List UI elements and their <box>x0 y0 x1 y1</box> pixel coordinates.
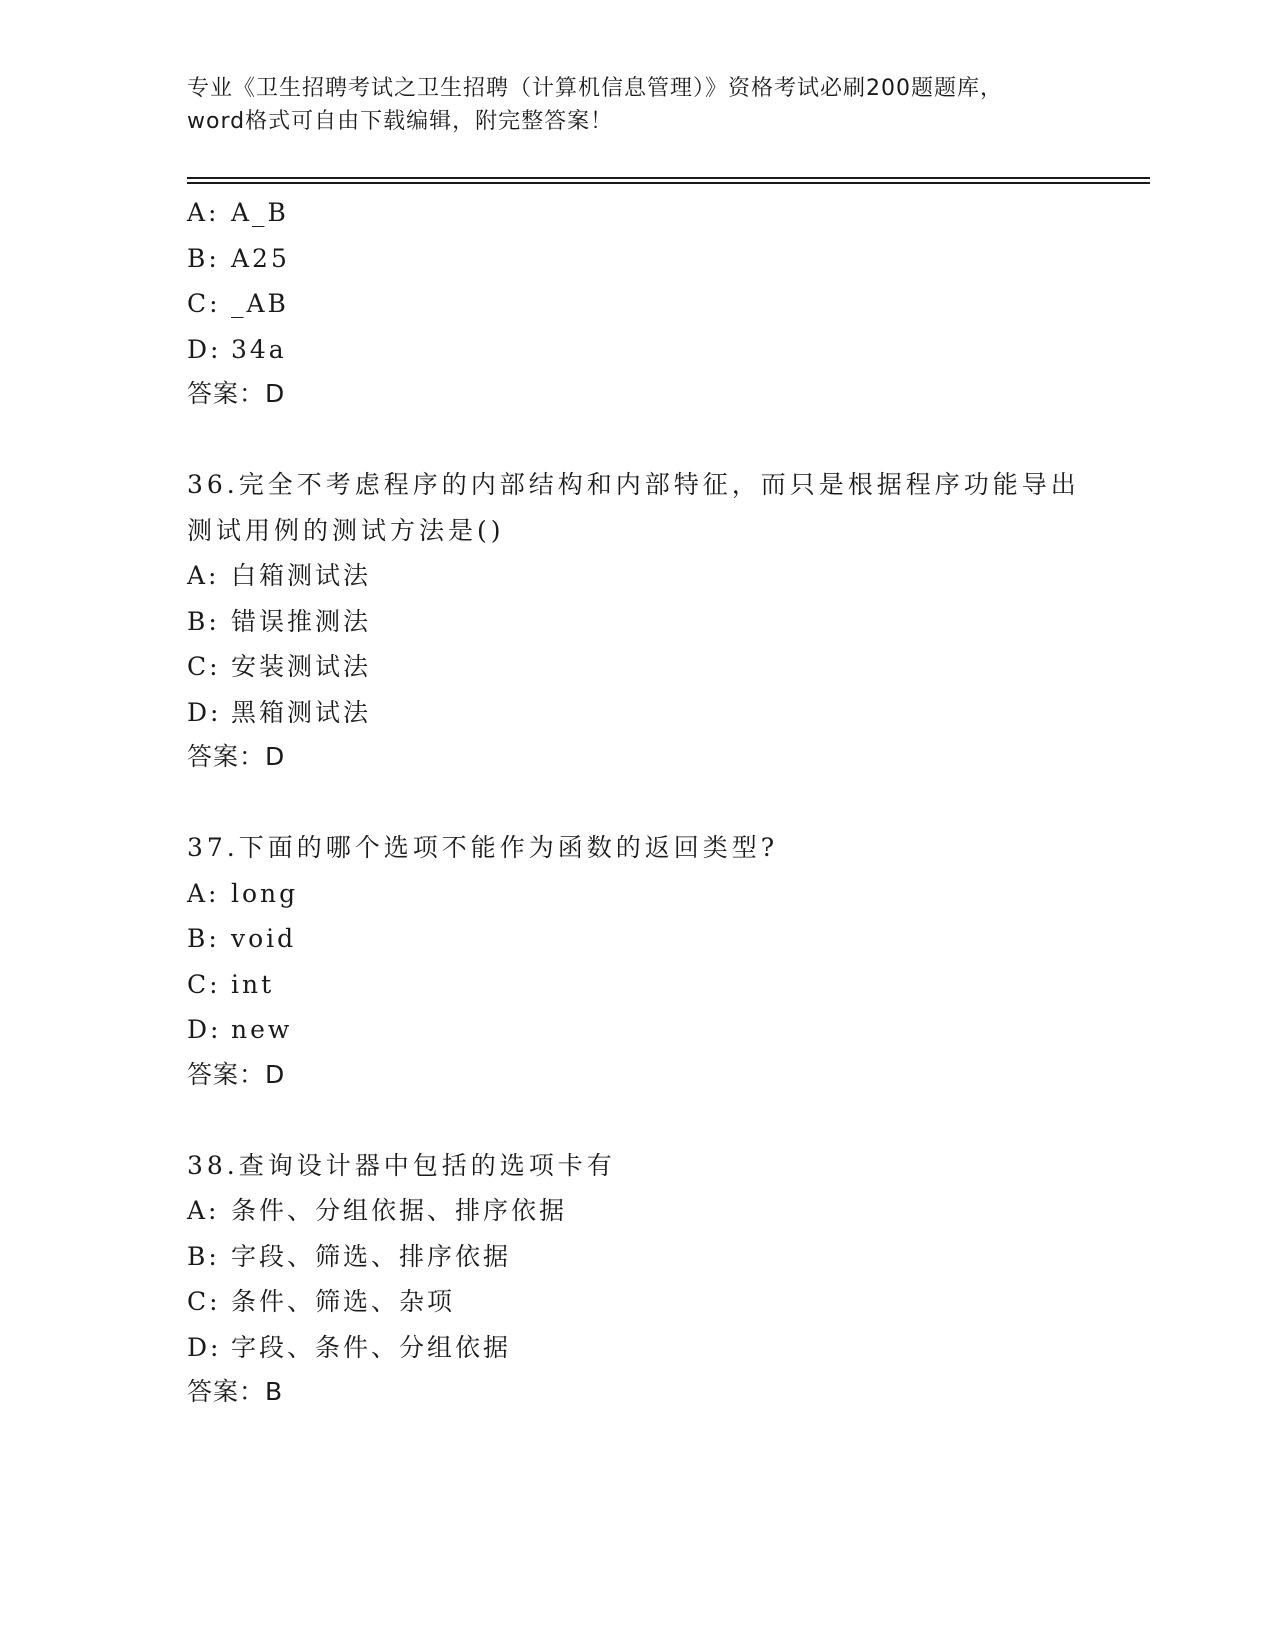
spacer <box>187 779 1087 825</box>
answer: 答案：D <box>187 742 286 771</box>
option-b: B: 错误推测法 <box>187 606 372 636</box>
option-c: C: 条件、筛选、杂项 <box>187 1287 456 1316</box>
option-c: C: _AB <box>187 289 289 318</box>
question-list <box>187 190 1087 1414</box>
option-a: A: 白箱测试法 <box>187 561 372 590</box>
header-line-1: 专业《卫生招聘考试之卫生招聘（计算机信息管理）》资格考试必刷200题题库， <box>187 76 1003 101</box>
question-35 <box>187 190 1087 416</box>
spacer <box>187 1097 1087 1143</box>
document-header <box>187 72 1087 138</box>
question-text: 37.下面的哪个选项不能作为函数的返回类型? <box>187 833 779 862</box>
option-b: B: A25 <box>187 243 290 273</box>
answer: 答案：D <box>187 379 286 408</box>
spacer <box>187 416 1087 462</box>
question-38 <box>187 1143 1087 1415</box>
option-d: D: 34a <box>187 334 287 364</box>
answer: 答案：B <box>187 1377 284 1406</box>
option-b: B: 字段、筛选、排序依据 <box>187 1241 512 1271</box>
header-divider-top <box>187 177 1150 179</box>
option-d: D: 黑箱测试法 <box>187 697 372 727</box>
option-c: C: int <box>187 969 275 999</box>
question-text: 36.完全不考虑程序的内部结构和内部特征，而只是根据程序功能导出 测试用例的测试方法是() <box>187 470 1080 545</box>
question-36 <box>187 462 1087 779</box>
option-b: B: void <box>187 924 297 953</box>
option-a: A: long <box>187 878 299 908</box>
option-a: A: A_B <box>187 198 289 227</box>
option-d: D: new <box>187 1015 293 1044</box>
answer: 答案：D <box>187 1059 286 1089</box>
header-line-2: word格式可自由下载编辑，附完整答案！ <box>187 109 614 134</box>
question-37 <box>187 825 1087 1097</box>
option-c: C: 安装测试法 <box>187 652 372 681</box>
option-d: D: 字段、条件、分组依据 <box>187 1332 512 1362</box>
header-divider-bottom <box>187 182 1150 184</box>
question-text: 38.查询设计器中包括的选项卡有 <box>187 1150 616 1180</box>
option-a: A: 条件、分组依据、排序依据 <box>187 1196 568 1225</box>
